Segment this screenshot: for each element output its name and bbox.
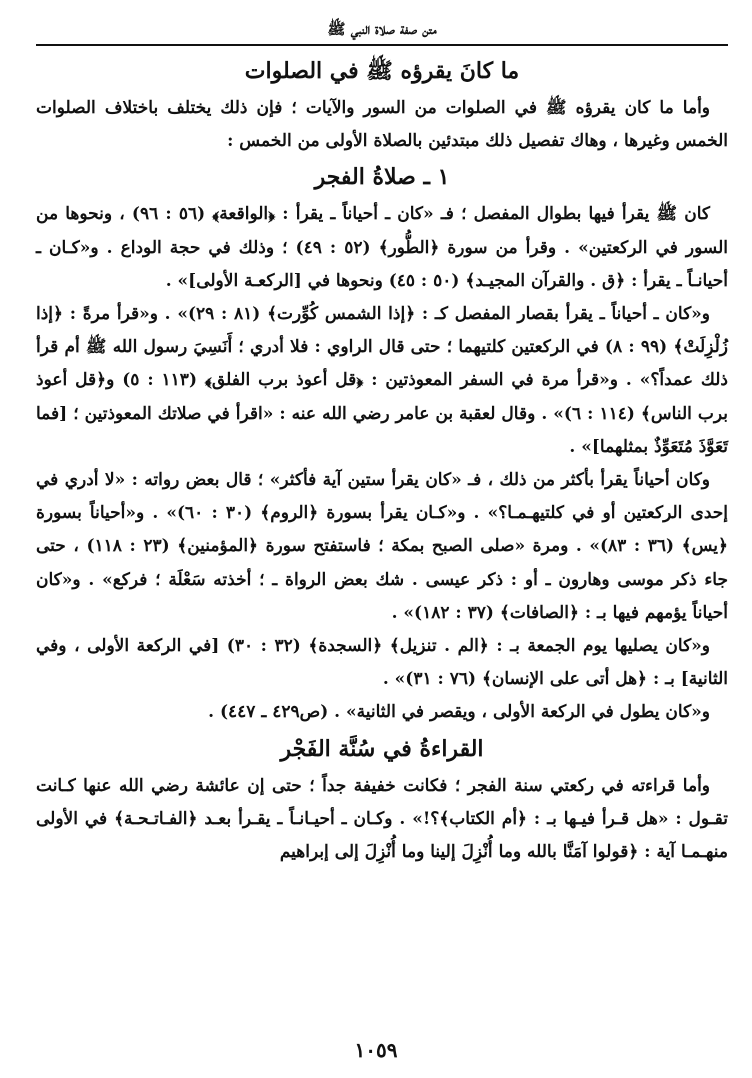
fajr-paragraph-3: وكان أحياناً يقرأ بأكثر من ذلك ، فـ «كان يقرأ ستين آية فأكثر» ؛ قال بعض رواته : «لا أدري في إحدى الركعتين أو في كلتيهـمـا؟» . و«كـان يقرأ بسورة ﴿الروم﴾ (٣٠ : ٦٠)» . و«أحياناً بسورة ﴿يس﴾ (٣٦ : ٨٣)» . ومرة «صلى الصبح بمكة ؛ فاستفتح سورة ﴿المؤمنين﴾ (٢٣ : ١١٨) ، حتى جاء ذكر موسى وهارون ـ أو : ذكر عيسى . شك بعض الرواة ـ ؛ أخذته سَعْلَة ؛ فركع» . و«كان أحياناً يؤمهم فيها بـ : ﴿الصافات﴾ (٣٧ : ١٨٢)» . [36,470,728,623]
page-number: ١٠٥٩ [354,1038,398,1062]
section-title: ما كانَ يقرؤه ﷺ في الصلوات [244,58,520,84]
fajr-paragraph-4: و«كان يصليها يوم الجمعة بـ : ﴿الم . تنزيل﴾ ﴿السجدة﴾ (٣٢ : ٣٠) [في الركعة الأولى ، وفي الثانية] بـ : ﴿هل أتى على الإنسان﴾ (٧٦ : ٣١)» . [36,636,728,690]
fajr-paragraph-2: و«كان ـ أحياناً ـ يقرأ بقصار المفصل كـ : ﴿إذا الشمس كُوِّرت﴾ (٨١ : ٢٩)» . و«قرأ مرةً : ﴿إذا زُلْزِلَتْ﴾ (٩٩ : ٨) في الركعتين كلتيهما ؛ حتى قال الراوي : فلا أدري ؛ أَنَسِيَ رسول الله ﷺ أم قرأ ذلك عمداً؟» . و«قرأ مرة في السفر المعوذتين : ﴿قل أعوذ برب الفلق﴾ (١١٣ : ٥) و﴿قل أعوذ برب الناس﴾ (١١٤ : ٦)» . وقال لعقبة بن عامر رضي الله عنه : «اقرأ في صلاتك المعوذتين ؛ [فما تَعَوَّذَ مُتَعَوِّذٌ بمثلهما]» . [36,304,728,457]
book-page [36,18,728,1062]
sunnah-fajr-title: القراءةُ في سُنَّة الفَجْر [280,735,484,762]
fajr-paragraph-1: كان ﷺ يقرأ فيها بطوال المفصل ؛ فـ «كان ـ أحياناً ـ يقرأ : ﴿الواقعة﴾ (٥٦ : ٩٦) ، ونحوها من السور في الركعتين» . وقرأ من سورة ﴿الطُّور﴾ (٥٢ : ٤٩) ؛ وذلك في حجة الوداع . و«كـان ـ أحيانـاً ـ يقرأ : ﴿ق . والقرآن المجيـد﴾ (٥٠ : ٤٥) ونحوها في [الركعـة الأولى]» . [36,204,728,291]
header-rule [36,44,728,46]
intro-paragraph: وأما ما كان يقرؤه ﷺ في الصلوات من السور والآيات ؛ فإن ذلك يختلف باختلاف الصلوات الخمس وغيرها ، وهاك تفصيل ذلك مبتدئين بالصلاة الأولى من الخمس : [36,98,728,152]
fajr-title: ١ ـ صلاةُ الفجر [314,164,450,191]
sunnah-fajr-paragraph: وأما قراءته في ركعتي سنة الفجر ؛ فكانت خفيفة جداً ؛ حتى إن عائشة رضي الله عنها كـانت تقـول : «هل قـرأ فيـها بـ : ﴿أم الكتاب﴾؟!» . وكـان ـ أحيـانـاً ـ يقـرأ بعـد ﴿الفـاتـحـة﴾ في الأولى منهـمـا آية : ﴿قولوا آمَنَّا بالله وما أُنْزِلَ إلينا وما أُنْزِلَ إلى إبراهيم [36,775,728,863]
fajr-paragraph-5: و«كان يطول في الركعة الأولى ، ويقصر في الثانية» . (ص٤٢٩ ـ ٤٤٧) . [208,702,710,723]
running-header: متن صفة صلاة النبي ﷺ [327,20,437,38]
